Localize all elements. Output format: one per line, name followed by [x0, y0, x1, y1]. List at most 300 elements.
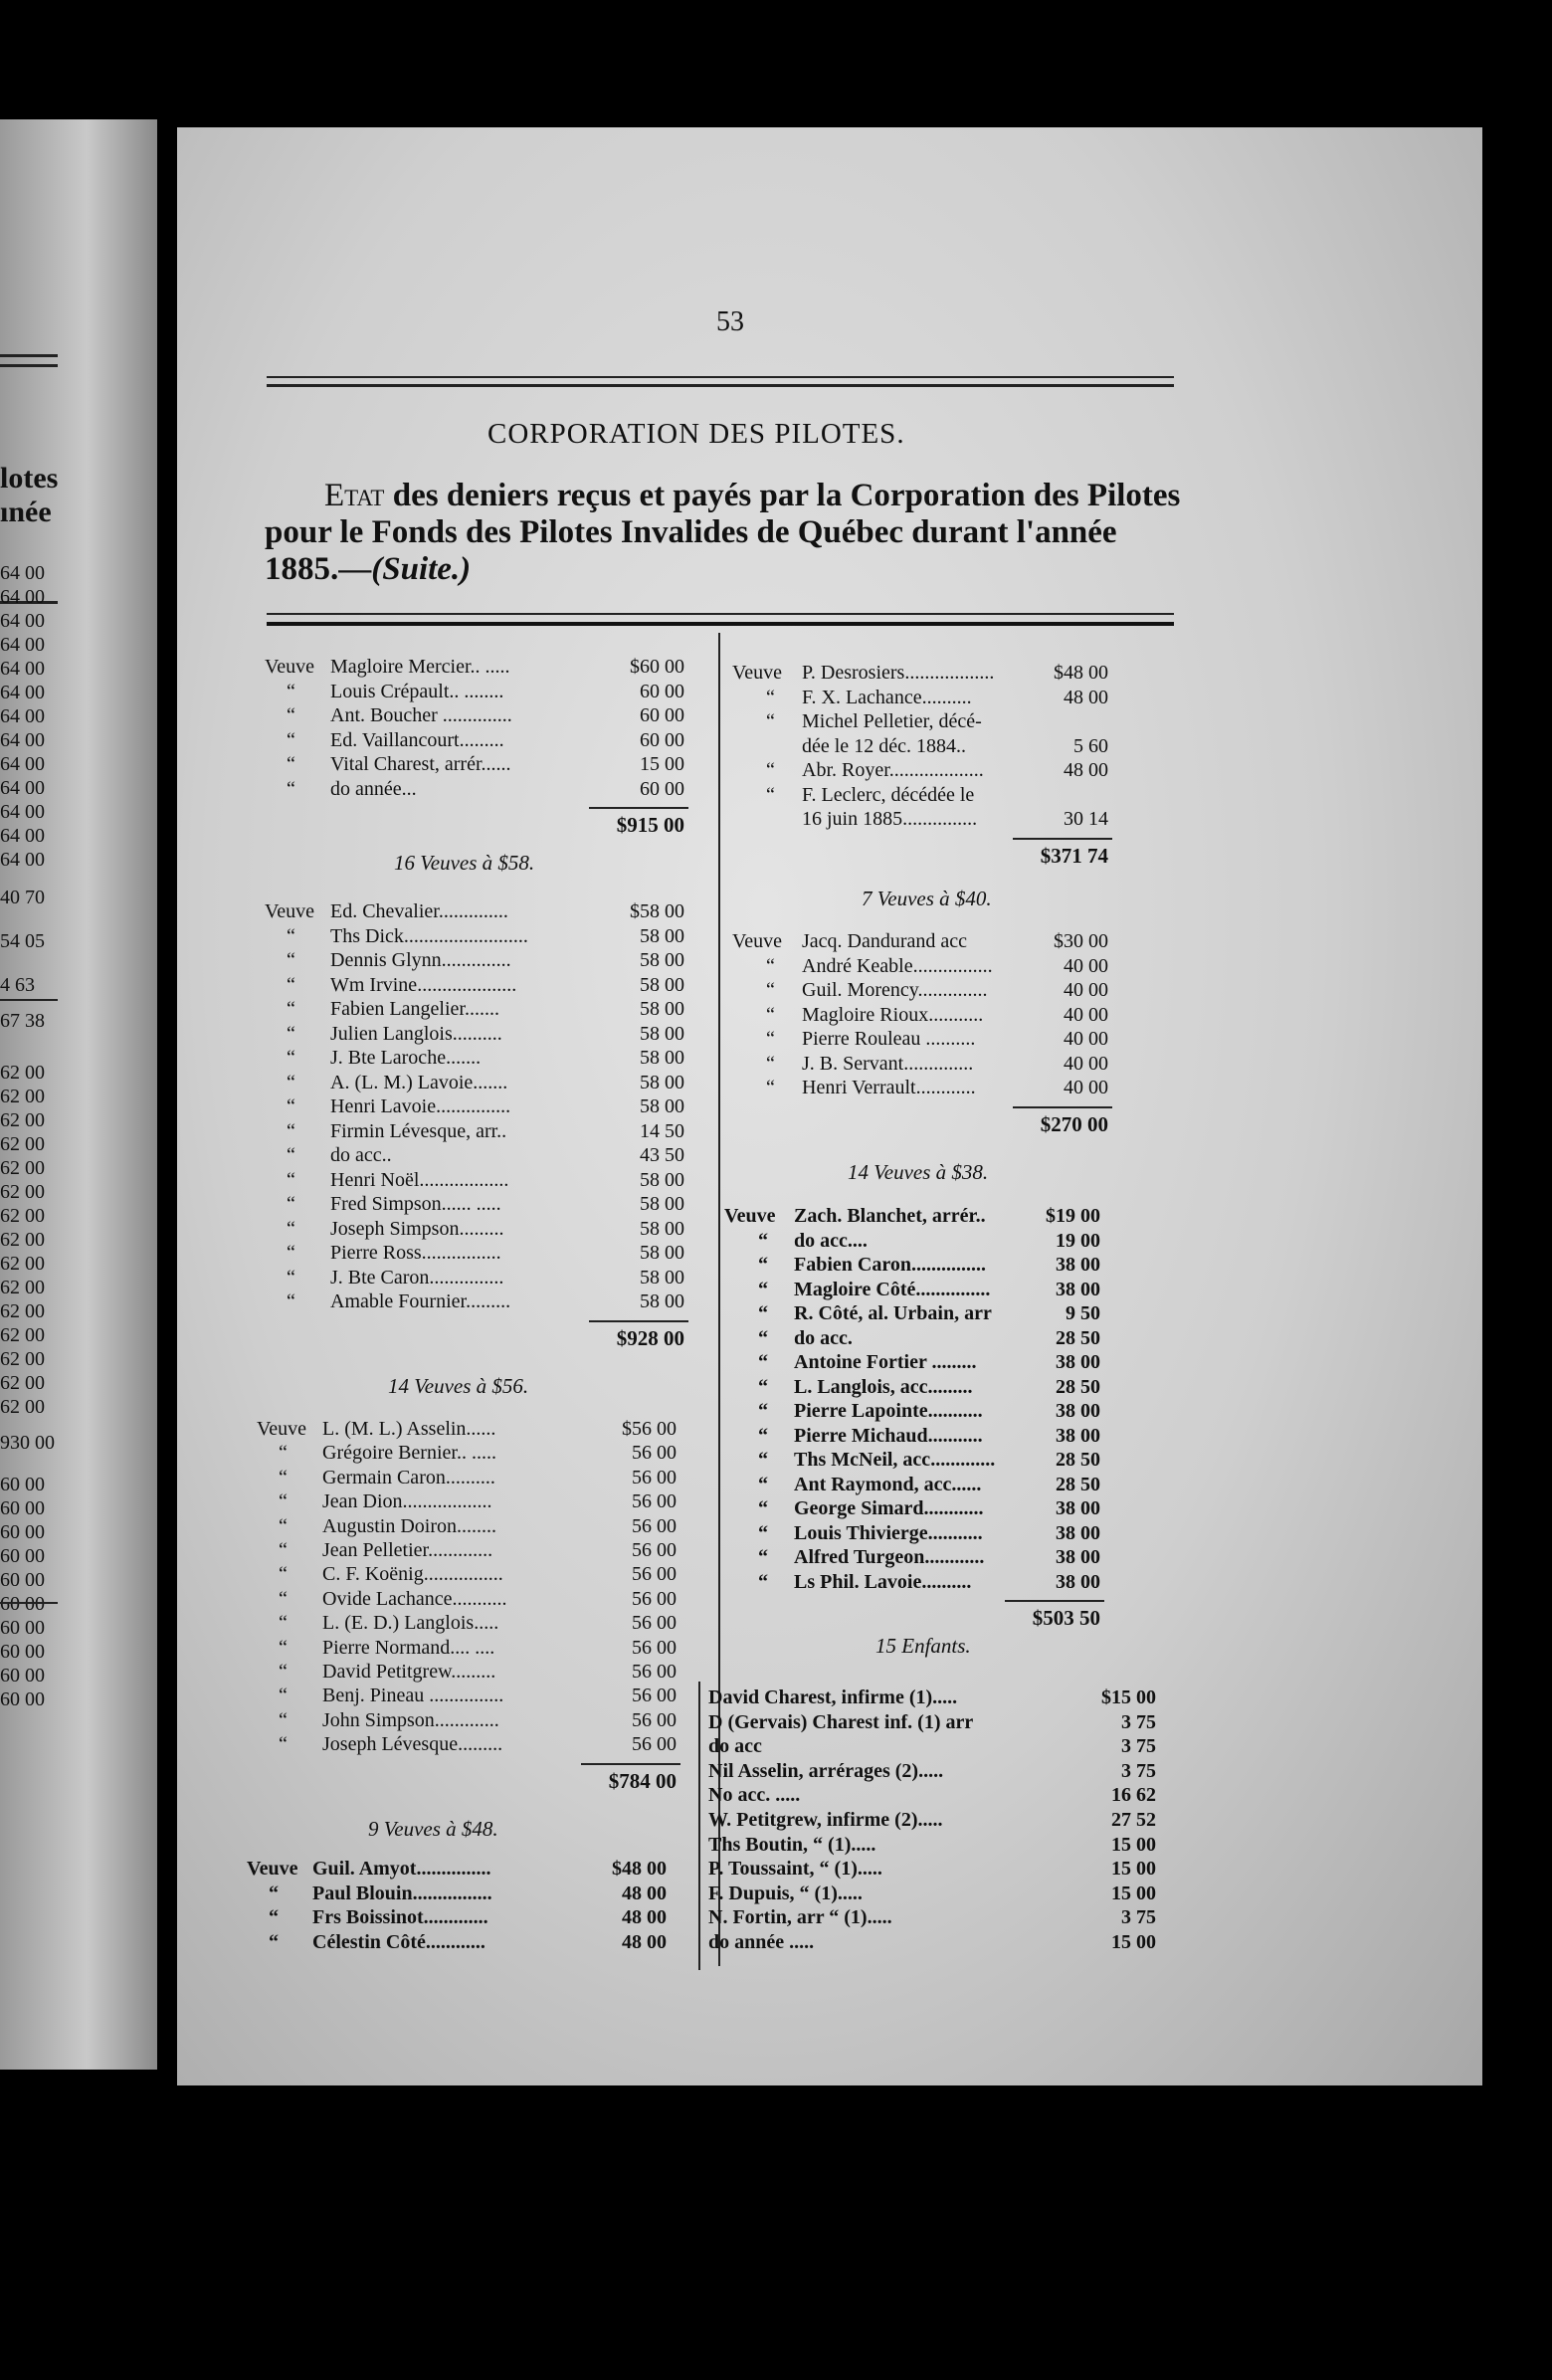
- row-amount: 15 00: [1111, 1882, 1156, 1904]
- amount-fragment: 60 00: [0, 1545, 45, 1567]
- table-row: [732, 1076, 1108, 1099]
- row-prefix: “: [279, 1612, 288, 1635]
- row-amount: 38 00: [1056, 1424, 1100, 1447]
- row-name: Louis Crépault.. ........: [330, 680, 504, 702]
- row-prefix: “: [287, 1266, 295, 1289]
- table-row: [708, 1930, 1156, 1954]
- row-name: J. Bte Caron...............: [330, 1266, 504, 1289]
- row-amount: 15 00: [640, 753, 684, 775]
- row-amount: 58 00: [640, 998, 684, 1020]
- row-name: Henri Noël..................: [330, 1168, 509, 1191]
- row-name: Firmin Lévesque, arr..: [330, 1119, 507, 1142]
- row-prefix: “: [758, 1326, 768, 1349]
- total-rule: [589, 1320, 688, 1322]
- row-amount: 3 75: [1121, 1735, 1156, 1758]
- table-row: [724, 1253, 1100, 1277]
- row-prefix: “: [279, 1490, 288, 1513]
- table-row: [724, 1496, 1100, 1520]
- row-prefix: “: [758, 1570, 768, 1593]
- row-name: Ths McNeil, acc.............: [794, 1449, 996, 1471]
- table-row: [247, 1882, 667, 1905]
- total-rule: [581, 1763, 680, 1765]
- table-row: [708, 1686, 1156, 1709]
- row-name: F. X. Lachance..........: [802, 686, 972, 708]
- row-prefix: “: [758, 1424, 768, 1447]
- row-prefix: Veuve: [732, 662, 782, 684]
- row-amount: 48 00: [622, 1930, 667, 1953]
- group-caption: 7 Veuves à $40.: [862, 886, 992, 910]
- row-prefix: “: [287, 1047, 295, 1069]
- heading-fragment: lotes: [0, 462, 59, 495]
- row-name: Joseph Lévesque.........: [322, 1733, 503, 1756]
- row-name: No acc. .....: [708, 1784, 801, 1807]
- row-name: Magloire Mercier.. .....: [330, 656, 510, 678]
- table-row: [265, 680, 684, 703]
- row-prefix: “: [758, 1229, 768, 1252]
- table-row: [724, 1204, 1100, 1228]
- row-name: A. (L. M.) Lavoie.......: [330, 1071, 508, 1093]
- row-amount: 58 00: [640, 949, 684, 971]
- row-amount: 60 00: [640, 704, 684, 726]
- row-name: Frs Boissinot.............: [312, 1906, 488, 1928]
- row-prefix: “: [758, 1497, 768, 1519]
- amount-fragment: 64 00: [0, 825, 45, 847]
- amount-fragment: 60 00: [0, 1521, 45, 1543]
- row-name: Fabien Caron...............: [794, 1254, 986, 1276]
- row-name: P. Toussaint, “ (1).....: [708, 1858, 882, 1881]
- row-amount: 58 00: [640, 924, 684, 947]
- row-amount: 38 00: [1056, 1570, 1100, 1593]
- table-row: [247, 1930, 667, 1954]
- row-prefix: “: [766, 686, 775, 708]
- row-name: Paul Blouin................: [312, 1882, 492, 1904]
- total-rule: [1005, 1600, 1104, 1602]
- row-amount: $58 00: [630, 900, 684, 922]
- row-name: Guil. Morency..............: [802, 979, 988, 1001]
- row-name: Amable Fournier.........: [330, 1290, 511, 1312]
- amount-fragment: 62 00: [0, 1062, 45, 1084]
- row-name: P. Desrosiers..................: [802, 662, 995, 684]
- row-name: Ths Boutin, “ (1).....: [708, 1833, 876, 1856]
- row-amount: 40 00: [1064, 1052, 1108, 1075]
- amount-fragment: 60 00: [0, 1569, 45, 1591]
- row-name: Henri Verrault............: [802, 1077, 976, 1098]
- row-amount: 3 75: [1121, 1759, 1156, 1782]
- row-prefix: “: [287, 1144, 295, 1166]
- row-amount: 15 00: [1111, 1931, 1156, 1953]
- row-prefix: “: [287, 728, 295, 751]
- row-name: Dennis Glynn..............: [330, 949, 511, 971]
- table-row: [724, 1424, 1100, 1448]
- table-row: [257, 1562, 677, 1586]
- table-row: [708, 1905, 1156, 1929]
- amount-fragment: 64 00: [0, 729, 45, 751]
- row-prefix: “: [279, 1466, 288, 1488]
- intro-text: des deniers reçus et payés par la Corporation des Pilotes pour le Fonds des Pilotes Invalides de Québec durant l'année 1885.—: [265, 478, 1181, 587]
- table-row: [724, 1521, 1100, 1545]
- row-amount: 3 75: [1121, 1710, 1156, 1733]
- amount-fragment: 64 00: [0, 777, 45, 799]
- row-amount: 38 00: [1056, 1546, 1100, 1568]
- row-amount: $56 00: [622, 1418, 677, 1440]
- row-amount: $19 00: [1046, 1205, 1100, 1227]
- row-prefix: “: [766, 954, 775, 977]
- row-name: Abr. Royer...................: [802, 759, 984, 781]
- row-name: Pierre Rouleau ..........: [802, 1028, 976, 1050]
- page-title: CORPORATION DES PILOTES.: [487, 418, 905, 450]
- column-divider: [698, 1682, 700, 1970]
- row-name: Louis Thivierge...........: [794, 1521, 983, 1544]
- row-amount: 38 00: [1056, 1351, 1100, 1373]
- row-amount: 28 50: [1056, 1375, 1100, 1398]
- amount-fragment: 60 00: [0, 1474, 45, 1495]
- row-name: J. Bte Laroche.......: [330, 1047, 482, 1069]
- row-name: Jacq. Dandurand acc: [802, 930, 968, 952]
- row-name: Alfred Turgeon............: [794, 1546, 985, 1568]
- row-name: Augustin Doiron........: [322, 1514, 496, 1537]
- table-row: [257, 1466, 677, 1489]
- row-prefix: “: [766, 979, 775, 1001]
- amount-fragment: 40 70: [0, 887, 45, 908]
- row-amount: 38 00: [1056, 1278, 1100, 1300]
- row-amount: 58 00: [640, 1290, 684, 1312]
- row-amount: 15 00: [1111, 1833, 1156, 1856]
- row-prefix: “: [279, 1563, 288, 1586]
- table-row: [724, 1473, 1100, 1496]
- sum-rule: [0, 1602, 58, 1604]
- row-prefix: “: [758, 1521, 768, 1544]
- row-name: David Charest, infirme (1).....: [708, 1686, 958, 1708]
- table-row: [247, 1857, 667, 1881]
- table-row: [265, 655, 684, 679]
- row-amount: 56 00: [632, 1661, 677, 1683]
- row-amount: 60 00: [640, 680, 684, 702]
- table-row: [265, 1022, 684, 1046]
- row-prefix: “: [287, 1071, 295, 1093]
- table-row: [265, 1168, 684, 1192]
- row-name: R. Côté, al. Urbain, arr: [794, 1302, 992, 1324]
- group-total: $928 00: [616, 1325, 684, 1350]
- row-prefix: Veuve: [732, 930, 782, 952]
- row-prefix: “: [758, 1302, 768, 1324]
- row-amount: 58 00: [640, 1071, 684, 1093]
- row-prefix: “: [766, 783, 775, 806]
- table-row: [265, 752, 684, 776]
- table-top-rule: [267, 622, 1174, 626]
- row-prefix: “: [279, 1708, 288, 1731]
- table-row: [724, 1229, 1100, 1253]
- row-amount: 28 50: [1056, 1326, 1100, 1349]
- row-name: Germain Caron..........: [322, 1466, 495, 1488]
- group-caption: 15 Enfants.: [875, 1634, 971, 1658]
- row-amount: 58 00: [640, 973, 684, 996]
- table-row: [265, 777, 684, 801]
- row-amount: 38 00: [1056, 1400, 1100, 1422]
- row-amount: 56 00: [632, 1612, 677, 1635]
- row-amount: 48 00: [622, 1906, 667, 1928]
- row-amount: 15 00: [1111, 1858, 1156, 1881]
- row-amount: 56 00: [632, 1490, 677, 1513]
- row-name: Vital Charest, arrér......: [330, 753, 511, 775]
- amount-fragment: 64 00: [0, 753, 45, 775]
- row-amount: 19 00: [1056, 1229, 1100, 1252]
- row-amount: 38 00: [1056, 1497, 1100, 1519]
- row-name: do année...: [330, 777, 417, 800]
- row-name: Michel Pelletier, décé-: [802, 710, 982, 732]
- table-row: [724, 1278, 1100, 1301]
- row-name: Ths Dick.........................: [330, 924, 528, 947]
- row-prefix: “: [766, 759, 775, 781]
- amount-fragment: 62 00: [0, 1157, 45, 1179]
- row-prefix: “: [758, 1375, 768, 1398]
- row-name: Zach. Blanchet, arrér..: [794, 1205, 986, 1227]
- table-row: [257, 1684, 677, 1707]
- row-amount: 60 00: [640, 777, 684, 800]
- table-row: [708, 1882, 1156, 1905]
- row-prefix: “: [279, 1587, 288, 1610]
- table-row: [265, 948, 684, 972]
- table-row: [732, 978, 1108, 1002]
- row-prefix: “: [279, 1539, 288, 1561]
- row-prefix: Veuve: [265, 656, 314, 678]
- row-prefix: “: [287, 1217, 295, 1240]
- amount-fragment: 62 00: [0, 1253, 45, 1275]
- row-name: George Simard............: [794, 1497, 984, 1519]
- table-row: [724, 1545, 1100, 1569]
- table-row: [724, 1570, 1100, 1594]
- row-name: Guil. Amyot...............: [312, 1858, 491, 1880]
- row-name: Joseph Simpson.........: [330, 1217, 504, 1240]
- row-name: do acc....: [794, 1229, 868, 1252]
- amount-fragment: 67 38: [0, 1010, 45, 1032]
- row-amount: 14 50: [640, 1119, 684, 1142]
- row-prefix: “: [269, 1882, 279, 1904]
- table-row: [732, 929, 1108, 953]
- row-name: Nil Asselin, arrérages (2).....: [708, 1759, 944, 1782]
- row-prefix: “: [758, 1351, 768, 1373]
- row-name: Jean Pelletier.............: [322, 1539, 493, 1561]
- table-row: [257, 1732, 677, 1756]
- amount-fragment: 64 00: [0, 658, 45, 680]
- amount-fragment: 62 00: [0, 1109, 45, 1131]
- row-amount: 58 00: [640, 1047, 684, 1069]
- table-row: [257, 1636, 677, 1660]
- table-row: [257, 1489, 677, 1513]
- amount-fragment: 64 00: [0, 849, 45, 871]
- row-amount: 16 62: [1111, 1784, 1156, 1807]
- table-row: [257, 1611, 677, 1635]
- row-name: W. Petitgrew, infirme (2).....: [708, 1809, 943, 1831]
- row-amount: 56 00: [632, 1539, 677, 1561]
- row-name: do acc.: [794, 1326, 853, 1349]
- page-number: 53: [716, 306, 744, 337]
- row-amount: $30 00: [1054, 930, 1108, 952]
- table-row: [265, 1266, 684, 1289]
- table-row: [265, 1046, 684, 1070]
- amount-fragment: 64 00: [0, 634, 45, 656]
- row-name: L. (E. D.) Langlois.....: [322, 1612, 499, 1635]
- row-prefix: “: [758, 1400, 768, 1422]
- row-amount: 40 00: [1064, 979, 1108, 1001]
- amount-fragment: 60 00: [0, 1641, 45, 1663]
- table-row: [708, 1808, 1156, 1832]
- row-prefix: Veuve: [247, 1858, 298, 1880]
- total-rule: [589, 807, 688, 809]
- row-amount: 3 75: [1121, 1906, 1156, 1929]
- group-caption: 16 Veuves à $58.: [394, 851, 535, 875]
- table-row: [724, 1448, 1100, 1472]
- row-amount: $48 00: [1054, 662, 1108, 684]
- row-name: Ant Raymond, acc......: [794, 1473, 982, 1495]
- table-row: [265, 1094, 684, 1118]
- row-amount: 27 52: [1111, 1809, 1156, 1831]
- table-row: [247, 1905, 667, 1929]
- row-amount: 60 00: [640, 728, 684, 751]
- row-amount: 56 00: [632, 1733, 677, 1756]
- row-prefix: “: [279, 1442, 288, 1465]
- row-name: dée le 12 déc. 1884..: [802, 734, 966, 757]
- table-row: [732, 1052, 1108, 1076]
- row-name: Magloire Rioux...........: [802, 1003, 984, 1026]
- row-name: C. F. Koënig................: [322, 1563, 503, 1586]
- row-name: D (Gervais) Charest inf. (1) arr: [708, 1710, 974, 1733]
- row-prefix: “: [287, 1119, 295, 1142]
- row-prefix: “: [758, 1449, 768, 1471]
- row-amount: 9 50: [1066, 1302, 1100, 1324]
- table-row: [257, 1538, 677, 1562]
- table-row: [732, 686, 1108, 709]
- amount-fragment: 62 00: [0, 1324, 45, 1346]
- row-prefix: “: [279, 1685, 288, 1707]
- row-name: David Petitgrew.........: [322, 1661, 496, 1683]
- table-row: [265, 973, 684, 997]
- amount-fragment: 60 00: [0, 1688, 45, 1710]
- amount-fragment: 64 00: [0, 705, 45, 727]
- row-name: Pierre Normand.... ....: [322, 1636, 495, 1659]
- table-row: [732, 734, 1108, 758]
- amount-fragment: 62 00: [0, 1300, 45, 1322]
- row-prefix: “: [758, 1546, 768, 1568]
- table-row: [265, 728, 684, 752]
- amount-fragment: 54 05: [0, 930, 45, 952]
- row-name: 16 juin 1885...............: [802, 808, 978, 830]
- row-name: Antoine Fortier .........: [794, 1351, 977, 1373]
- row-prefix: “: [766, 710, 775, 732]
- row-amount: 48 00: [1064, 686, 1108, 708]
- row-prefix: “: [287, 777, 295, 800]
- row-name: Ovide Lachance...........: [322, 1587, 507, 1610]
- row-name: Julien Langlois..........: [330, 1022, 502, 1045]
- row-prefix: “: [269, 1930, 279, 1953]
- row-name: do année .....: [708, 1931, 815, 1953]
- table-row: [257, 1514, 677, 1538]
- row-amount: $48 00: [612, 1858, 667, 1880]
- row-amount: 48 00: [622, 1882, 667, 1904]
- row-amount: 30 14: [1064, 808, 1108, 830]
- table-row: [265, 899, 684, 923]
- total-rule: [1013, 838, 1112, 840]
- table-row: [257, 1708, 677, 1732]
- row-prefix: “: [287, 680, 295, 702]
- table-row: [732, 954, 1108, 978]
- row-prefix: “: [287, 1095, 295, 1117]
- row-prefix: Veuve: [724, 1205, 776, 1227]
- table-row: [265, 1217, 684, 1241]
- amount-fragment: 64 00: [0, 801, 45, 823]
- table-row: [724, 1326, 1100, 1350]
- row-prefix: “: [287, 1193, 295, 1215]
- top-rule: [267, 384, 1174, 387]
- table-top-rule: [267, 613, 1174, 615]
- intro-etat: Etat: [324, 478, 385, 513]
- row-prefix: “: [758, 1278, 768, 1300]
- row-name: L. (M. L.) Asselin......: [322, 1418, 496, 1440]
- amount-fragment: 62 00: [0, 1277, 45, 1298]
- table-row: [708, 1759, 1156, 1783]
- table-row: [265, 1119, 684, 1143]
- table-row: [724, 1301, 1100, 1325]
- row-prefix: “: [287, 1290, 295, 1312]
- row-amount: 28 50: [1056, 1473, 1100, 1495]
- amount-fragment: 62 00: [0, 1396, 45, 1418]
- row-amount: 40 00: [1064, 954, 1108, 977]
- amount-fragment: 62 00: [0, 1372, 45, 1394]
- row-name: Fabien Langelier.......: [330, 998, 499, 1020]
- amount-fragment: 62 00: [0, 1229, 45, 1251]
- amount-fragment: 64 00: [0, 562, 45, 584]
- row-name: F. Dupuis, “ (1).....: [708, 1882, 863, 1904]
- row-name: Wm Irvine....................: [330, 973, 517, 996]
- table-row: [257, 1660, 677, 1684]
- amount-fragment: 60 00: [0, 1665, 45, 1686]
- amount-fragment: 60 00: [0, 1617, 45, 1639]
- row-prefix: “: [758, 1254, 768, 1276]
- row-amount: 38 00: [1056, 1254, 1100, 1276]
- table-row: [257, 1587, 677, 1611]
- top-rule: [267, 376, 1174, 378]
- group-caption: 14 Veuves à $56.: [388, 1373, 529, 1398]
- row-prefix: Veuve: [265, 900, 314, 922]
- row-amount: 56 00: [632, 1587, 677, 1610]
- intro-paragraph: [265, 478, 1185, 588]
- row-prefix: “: [287, 753, 295, 775]
- table-row: [732, 758, 1108, 782]
- row-amount: 56 00: [632, 1563, 677, 1586]
- row-name: John Simpson.............: [322, 1708, 499, 1731]
- row-name: Benj. Pineau ...............: [322, 1685, 504, 1707]
- row-prefix: “: [287, 704, 295, 726]
- row-prefix: “: [287, 973, 295, 996]
- table-row: [265, 924, 684, 948]
- amount-fragment: 62 00: [0, 1086, 45, 1107]
- amount-fragment: 62 00: [0, 1205, 45, 1227]
- row-amount: 58 00: [640, 1266, 684, 1289]
- row-name: Henri Lavoie...............: [330, 1095, 511, 1117]
- row-name: Pierre Michaud...........: [794, 1424, 983, 1447]
- row-name: N. Fortin, arr “ (1).....: [708, 1906, 892, 1929]
- group-total: $270 00: [1040, 1111, 1108, 1136]
- amount-fragment: 64 00: [0, 682, 45, 703]
- row-name: do acc: [708, 1735, 762, 1758]
- table-row: [265, 1192, 684, 1216]
- table-row: [708, 1710, 1156, 1734]
- amount-fragment: 60 00: [0, 1593, 45, 1615]
- row-prefix: “: [287, 924, 295, 947]
- row-amount: 56 00: [632, 1685, 677, 1707]
- row-amount: 58 00: [640, 1193, 684, 1215]
- row-prefix: “: [766, 1028, 775, 1050]
- row-prefix: “: [287, 949, 295, 971]
